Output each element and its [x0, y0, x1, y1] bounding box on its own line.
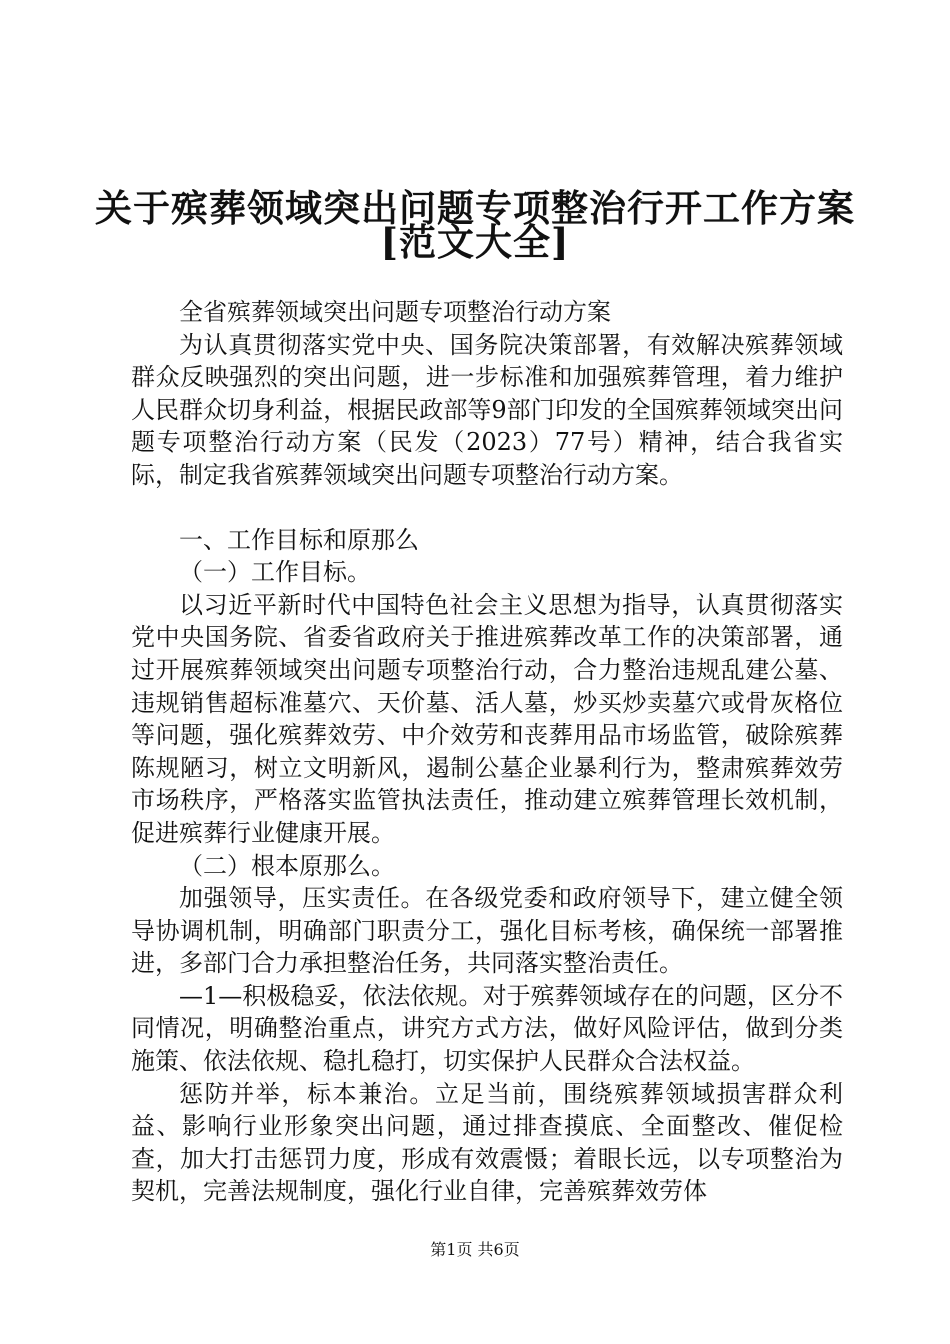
- page-footer: 第1页 共6页: [430, 1240, 520, 1259]
- paragraph-plan-name: 全省殡葬领域突出问题专项整治行动方案: [179, 298, 611, 326]
- document-title-line-2: [范文大全]: [380, 220, 570, 264]
- section-heading-1: 一、工作目标和原那么: [179, 525, 419, 554]
- paragraph-goals: 以习近平新时代中国特色社会主义思想为指导，认真贯彻落实党中央国务院、省委省政府关于推进殡葬改革工作的决策部署，通过开展殡葬领域突出问题专项整治行动，合力整治违规乱建公墓、违规销售超标准墓穴、天价墓、活人墓，炒买炒卖墓穴或骨灰格位等问题，强化殡葬效劳、中介效劳和丧葬用品市场监管，破除殡葬陈规陋习，树立文明新风，遏制公墓企业暴利行为，整肃殡葬效劳市场秩序，严格落实监管执法责任，推动建立殡葬管理长效机制，促进殡葬行业健康开展。: [131, 590, 843, 847]
- paragraph-principle-1: 加强领导，压实责任。在各级党委和政府领导下，建立健全领导协调机制，明确部门职责分工，强化目标考核，确保统一部署推进，多部门合力承担整治任务，共同落实整治责任。: [131, 884, 843, 978]
- subsection-heading-1: （一）工作目标。: [179, 558, 371, 587]
- paragraph-intro: 为认真贯彻落实党中央、国务院决策部署，有效解决殡葬领域群众反映强烈的突出问题，进一步标准和加强殡葬管理，着力维护人民群众切身利益，根据民政部等9部门印发的全国殡葬领域突出问题专项整治行动方案（民发（2023）77号）精神，结合我省实际，制定我省殡葬领域突出问题专项整治行动方案。: [131, 330, 843, 489]
- paragraph-principle-3: 惩防并举，标本兼治。立足当前，围绕殡葬领域损害群众利益、影响行业形象突出问题，通过排查摸底、全面整改、催促检查，加大打击惩罚力度，形成有效震慑；着眼长远，以专项整治为契机，完善法规制度，强化行业自律，完善殡葬效劳体: [131, 1079, 843, 1206]
- paragraph-principle-2: —1—积极稳妥，依法依规。对于殡葬领域存在的问题，区分不同情况，明确整治重点，讲究方式方法，做好风险评估，做到分类施策、依法依规、稳扎稳打，切实保护人民群众合法权益。: [131, 981, 843, 1076]
- document-title-line-1: 关于殡葬领域突出问题专项整治行开工作方案: [95, 186, 855, 230]
- document-body: [131, 296, 843, 1208]
- subsection-heading-2: （二）根本原那么。: [179, 851, 395, 880]
